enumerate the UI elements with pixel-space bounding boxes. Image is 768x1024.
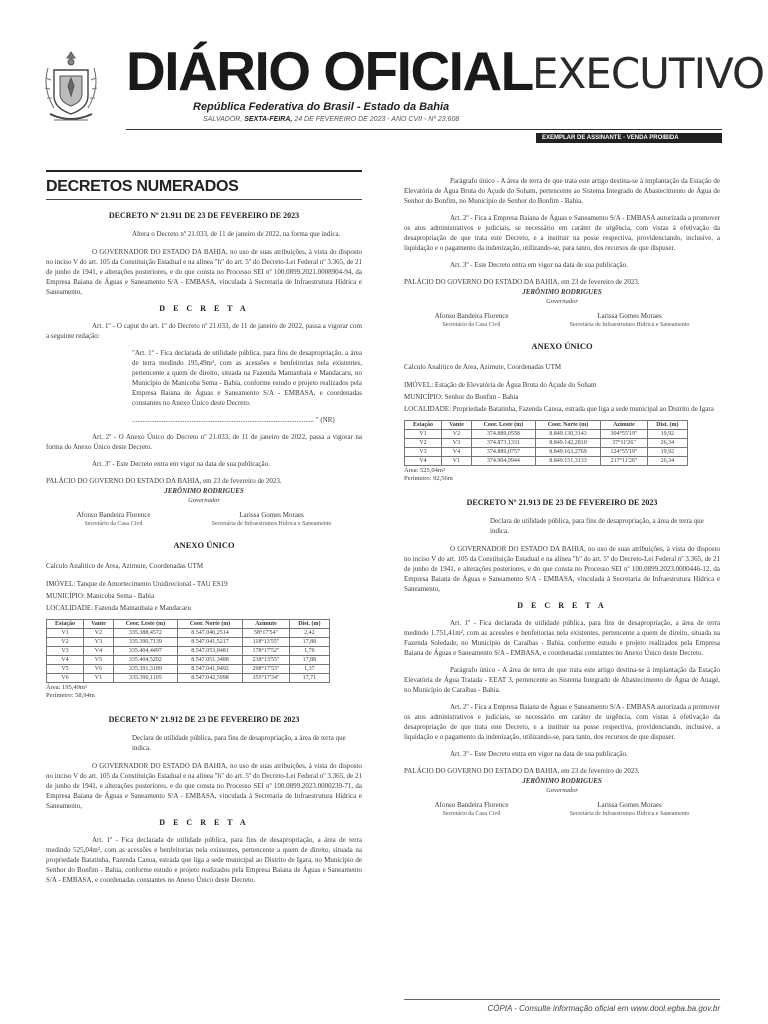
signature-role: Secretária de Infraestrutura Hídrica e Saneamento: [569, 322, 690, 328]
decree-21913-title: DECRETO Nº 21.913 DE 23 DE FEVEREIRO DE 2023: [466, 498, 658, 507]
decree-21911-imovel: IMÓVEL: Tanque de Amortecimento Unidirecional - TAU ES19: [46, 580, 228, 588]
decree-21913-paragraph: Parágrafo único - A área de terra de que trata este artigo destina-se à implantação da Estação Elevatória de Água Tratada - EEAT 3, pertencente ao Sistema Integrado de Abastecimento de Água de Anagé, no Município de Caraíbas - Bahia.: [404, 666, 720, 694]
decree-21912-annex-title: ANEXO ÚNICO: [531, 341, 593, 351]
table-cell: 1,70: [289, 647, 329, 656]
table-cell: V3: [405, 448, 442, 457]
footer-rule: [404, 999, 720, 1000]
signature-casa-civil: [77, 511, 151, 528]
table-cell: 2,42: [289, 629, 329, 638]
decree-21912-art2: Art. 2º - Fica a Empresa Baiana de Águas e Saneamento S/A - EMBASA autorizada a promover os atos administrativos e judiciais, se necessário em caráter de urgência, com vistas à efetivação da desapropriação de que trata este Decreto, e a instituir na posse respectiva, providenciando, inclusive, a liquidação e o pagamento da indenização, utilizando-se, para tanto, dos recursos de que dispuser.: [404, 214, 720, 252]
decree-21912-perimetro: Perímetro: 92,56m: [404, 475, 453, 482]
table-cell: 335.404,4497: [113, 647, 177, 656]
signature-name: Afonso Bandeira Florence: [434, 312, 509, 320]
table-cell: V6: [47, 674, 84, 683]
table-cell: 238°13'55": [243, 656, 290, 665]
issue-date-number: 24 DE FEVEREIRO DE 2023 - ANO CVII - Nº 23.608: [294, 116, 460, 123]
table-cell: 8.547.041,5217: [177, 638, 242, 647]
table-cell: V1: [47, 629, 84, 638]
table-cell: 17,88: [289, 656, 329, 665]
table-header-cell: Coor. Leste (m): [471, 421, 535, 430]
table-row: [47, 638, 330, 647]
table-row: [47, 674, 330, 683]
decree-21912-art1: Art. 1º - Fica declarada de utilidade pública, para fins de desapropriação, a área de terra medindo 525,04m², com as acessões e benfeitorias nela existentes, pertencente a quem de direito, situada na propriedade Batatinha, Fazenda Canoa, estrada que liga a sede municipal ao Distrito de Igara, no Município de Senhor do Bonfim - Bahia, conforme estudo e projeto realizados pela Empresa Baiana de Águas e Saneamento S/A - EMBASA, e coordenadas constantes no Anexo Único deste Decreto.: [46, 836, 362, 884]
signature-name: Larissa Gomes Moraes: [597, 801, 662, 809]
decree-21912-area: Área: 525,04m²: [404, 467, 445, 474]
table-cell: 37°11'26": [601, 439, 648, 448]
table-cell: 374.904,9944: [471, 457, 535, 466]
table-row: [405, 457, 688, 466]
table-cell: V6: [84, 665, 114, 674]
signature-name: Larissa Gomes Moraes: [239, 511, 304, 519]
table-cell: V1: [442, 457, 472, 466]
left-column: [46, 170, 362, 892]
table-row: [405, 430, 688, 439]
decree-21912-preamble: O GOVERNADOR DO ESTADO DA BAHIA, no uso de suas atribuições, à vista do disposto no inciso V do art. 105 da Constituição Estadual e na alínea "h" do art. 5º do Decreto-Lei Federal nº 3.365, de 21 de junho de 1941, e alterações posteriores, e do que consta no Processo SEI nº 100.0899.2023.0000239-71, da Empresa Baiana de Águas e Saneamento S/A - EMBASA, vinculada à Secretaria de Infraestrutura Hídrica e Saneamento,: [46, 762, 362, 810]
table-cell: 58°17'54": [243, 629, 290, 638]
decree-21911-localidade: LOCALIDADE: Fazenda Mamanbaia e Mandacaru: [46, 604, 192, 612]
signature-sihs: [570, 801, 690, 818]
decree-21913-governor-role: Governador: [546, 787, 578, 794]
decree-21911-quote-end: ........................................................................................................ " (NR): [132, 416, 335, 424]
signature-name: Afonso Bandeira Florence: [76, 511, 151, 519]
table-cell: 335.390,1105: [113, 674, 177, 683]
table-cell: 8.547.040,2514: [177, 629, 242, 638]
decree-21912-palace: PALÁCIO DO GOVERNO DO ESTADO DA BAHIA, em 23 de fevereiro de 2023.: [404, 278, 640, 286]
decree-21911-annex-title: ANEXO ÚNICO: [173, 540, 235, 550]
table-row: [405, 439, 688, 448]
table-cell: 19,92: [647, 430, 687, 439]
table-cell: 19,92: [647, 448, 687, 457]
table-cell: 8.547.051,3488: [177, 656, 242, 665]
table-cell: 1,37: [289, 665, 329, 674]
table-row: [405, 448, 688, 457]
table-row: [47, 665, 330, 674]
section-rule: [46, 170, 362, 172]
table-cell: 298°17'53": [243, 665, 290, 674]
decree-21911-quote: "Art. 1º - Fica declarada de utilidade pública, para fins de desapropriação, a área de terra medindo 195,49m², com as acessões e benfeitorias nela existentes, pertencente a quem de direito, situada na Fazenda Mamanbaia e Mandacaru, no Município de Manicoba Sema - Bahia, conforme estudo e projeto realizados pela Empresa Baiana de Águas e Saneamento S/A - EMBASA, e coordenadas constantes no Anexo Único deste Decreto.: [132, 349, 362, 407]
signature-role: Secretária de Infraestrutura Hídrica e Saneamento: [211, 521, 332, 527]
subscriber-banner: EXEMPLAR DE ASSINANTE - VENDA PROIBIDA: [536, 133, 722, 143]
table-cell: V2: [442, 430, 472, 439]
issue-city: SALVADOR,: [203, 116, 243, 123]
table-cell: 374.873,1331: [471, 439, 535, 448]
decree-21911-area: Área: 195,49m²: [46, 684, 87, 691]
table-header-row: [47, 620, 330, 629]
signature-casa-civil: [435, 801, 509, 818]
masthead-title-executivo: EXECUTIVO: [532, 49, 765, 98]
decree-21913-decreta: D E C R E T A: [517, 601, 607, 610]
section-rule-thin: [46, 199, 362, 200]
decree-21911-ementa: Altera o Decreto nº 21.033, de 11 de janeiro de 2022, na forma que indica.: [132, 230, 341, 238]
issue-info: [203, 116, 459, 123]
issue-weekday: SEXTA-FEIRA,: [244, 116, 293, 123]
decree-21911-palace: PALÁCIO DO GOVERNO DO ESTADO DA BAHIA, em 23 de fevereiro de 2023.: [46, 477, 282, 485]
table-cell: V4: [84, 647, 114, 656]
table-cell: 217°11'26": [601, 457, 648, 466]
table-row: [47, 656, 330, 665]
table-cell: V4: [47, 656, 84, 665]
decree-21911-utm-table: [46, 619, 330, 683]
section-title: DECRETOS NUMERADOS: [46, 178, 239, 195]
table-header-row: [405, 421, 688, 430]
decree-21912-paragraph: Parágrafo único - A área de terra de que trata este artigo destina-se à implantação da Estação de Elevatória de Água Bruta do Açude do Soham, pertencente ao Sistema Integrado de Abastecimento de Água de Senhor do Bonfim, no Município de Senhor do Bonfim - Bahia.: [404, 177, 720, 205]
decree-21912-ementa: Declara de utilidade pública, para fins de desapropriação, a área de terra que indica.: [132, 734, 346, 752]
masthead: [0, 0, 768, 145]
decree-21912-utm-table: [404, 420, 688, 466]
masthead-subtitle: República Federativa do Brasil - Estado da Bahia: [193, 101, 450, 113]
table-cell: 374.889,0757: [471, 448, 535, 457]
table-header-cell: Azimute: [601, 421, 648, 430]
decree-21913-art1: Art. 1º - Fica declarada de utilidade pública, para fins de desapropriação, a área de terra medindo 1.751,41m², com as acessões e benfeitorias nela existentes, pertencente a quem de direito, situada na Fazenda Soledade, no Município de Caraíbas - Bahia, conforme estudo e projeto realizados pela Empresa Baiana de Águas e Saneamento S/A - EMBASA, e coordenadas constantes no Anexo Único deste Decreto.: [404, 619, 720, 657]
signature-role: Secretário da Casa Civil: [442, 811, 501, 817]
table-cell: 355°17'34": [243, 674, 290, 683]
table-cell: V5: [84, 656, 114, 665]
table-header-cell: Coor. Norte (m): [177, 620, 242, 629]
decree-21911-art2: Art. 2º - O Anexo Único do Decreto nº 21.033, de 11 de janeiro de 2022, passa a vigorar na forma do Anexo Único deste Decreto.: [46, 433, 362, 451]
decree-21912-governor: JERÔNIMO RODRIGUES: [522, 288, 602, 296]
table-cell: 335.391,3189: [113, 665, 177, 674]
decree-21912-title: DECRETO Nº 21.912 DE 23 DE FEVEREIRO DE 2023: [108, 715, 300, 724]
decree-21913-ementa: Declara de utilidade pública, para fins de desapropriação, a área de terra que indica.: [490, 517, 704, 535]
decree-21911-annex-calc: Calculo Analitico de Area, Azimute, Coordenadas UTM: [46, 562, 204, 570]
decree-21912-signatures: [404, 312, 720, 329]
table-cell: 8.547.042,5998: [177, 674, 242, 683]
decree-21913-palace: PALÁCIO DO GOVERNO DO ESTADO DA BAHIA, em 23 de fevereiro de 2023.: [404, 767, 640, 775]
decree-21912-annex-calc: Calculo Analitico de Area, Azimute, Coordenadas UTM: [404, 363, 562, 371]
table-cell: 26,34: [647, 439, 687, 448]
decree-21912-art3: Art. 3º - Este Decreto entra em vigor na data de sua publicação.: [450, 261, 628, 269]
table-row: [47, 647, 330, 656]
table-header-cell: Vante: [84, 620, 114, 629]
signature-name: Afonso Bandeira Florence: [434, 801, 509, 809]
signature-role: Secretária de Infraestrutura Hídrica e Saneamento: [569, 811, 690, 817]
decree-21911-governor: JERÔNIMO RODRIGUES: [164, 487, 244, 495]
signature-sihs: [570, 312, 690, 329]
table-cell: 124°55'19": [601, 448, 648, 457]
table-header-cell: Vante: [442, 421, 472, 430]
table-cell: 8.547.053,0481: [177, 647, 242, 656]
table-cell: V3: [442, 439, 472, 448]
decree-21912-governor-role: Governador: [546, 298, 578, 305]
decree-21911-title: DECRETO Nº 21.911 DE 23 DE FEVEREIRO DE 2023: [108, 211, 300, 220]
bahia-coat-of-arms-icon: [40, 48, 102, 128]
table-cell: 8.849.130,3143: [535, 430, 600, 439]
table-cell: V2: [84, 629, 114, 638]
decree-21911-art1: Art. 1º - O caput do art. 1º do Decreto nº 21.033, de 11 de janeiro de 2022, passa a vigorar com a seguinte redação:: [46, 322, 362, 340]
table-cell: 118°13'55": [243, 638, 290, 647]
right-column: [404, 176, 720, 830]
decree-21911-preamble: O GOVERNADOR DO ESTADO DA BAHIA, no uso de suas atribuições, à vista do disposto no inciso V do art. 105 da Constituição Estadual e na alínea "h" do art. 5º do Decreto-Lei Federal nº 3.365, de 21 de junho de 1941, e alterações posteriores, e do que consta no Processo SEI nº 100.0899.2021.0008904-94, da Empresa Baiana de Águas e Saneamento S/A - EMBASA, vinculada à Secretaria de Infraestrutura Hídrica e Saneamento,: [46, 248, 362, 296]
table-header-cell: Dist. (m): [647, 421, 687, 430]
signature-casa-civil: [435, 312, 509, 329]
table-cell: 26,34: [647, 457, 687, 466]
decree-21912-municipio: MUNICÍPIO: Senhor do Bonfim - Bahia: [404, 393, 519, 401]
masthead-title: DIÁRIO OFICIAL: [126, 40, 533, 102]
table-cell: V4: [405, 457, 442, 466]
table-cell: V5: [47, 665, 84, 674]
table-cell: 178°17'52": [243, 647, 290, 656]
decree-21911-governor-role: Governador: [188, 497, 220, 504]
table-row: [47, 629, 330, 638]
copy-notice-footer: CÓPIA - Consulte informação oficial em www.dool.egba.ba.gov.br: [487, 1004, 720, 1013]
masthead-rule: [126, 129, 722, 130]
table-cell: 335.404,5202: [113, 656, 177, 665]
decree-21913-art3: Art. 3º - Este Decreto entra em vigor na data de sua publicação.: [450, 750, 628, 758]
decree-21913-signatures: [404, 801, 720, 818]
table-cell: 335.388,4572: [113, 629, 177, 638]
table-cell: 8.849.142,2810: [535, 439, 600, 448]
signature-name: Larissa Gomes Moraes: [597, 312, 662, 320]
table-cell: V3: [47, 647, 84, 656]
decree-21911-municipio: MUNICÍPIO: Manicoba Sema - Bahia: [46, 592, 155, 600]
table-cell: V1: [405, 430, 442, 439]
table-cell: V1: [84, 674, 114, 683]
decree-21912-imovel: IMÓVEL: Estação de Elevatória de Água Bruta do Açude do Soham: [404, 381, 597, 389]
decree-21911-signatures: [46, 511, 362, 528]
table-header-cell: Coor. Norte (m): [535, 421, 600, 430]
signature-sihs: [212, 511, 332, 528]
table-cell: V3: [84, 638, 114, 647]
decree-21911-decreta: D E C R E T A: [159, 304, 249, 313]
decree-21912-localidade: LOCALIDADE: Propriedade Batatinha, Fazenda Canoa, estrada que liga a sede municipal ao Distrito de Igara: [404, 405, 714, 413]
table-cell: 304°55'19": [601, 430, 648, 439]
decree-21913-art2: Art. 2º - Fica a Empresa Baiana de Águas e Saneamento S/A - EMBASA autorizada a promover os atos administrativos e judiciais, se necessário em caráter de urgência, com vistas à efetivação da desapropriação de que trata este Decreto, e a instituir na posse respectiva, providenciando, inclusive, a liquidação e o pagamento da indenização, utilizando-se, para tanto, dos recursos de que dispuser.: [404, 703, 720, 741]
table-header-cell: Estação: [47, 620, 84, 629]
table-cell: 8.849.163,2769: [535, 448, 600, 457]
decree-21913-preamble: O GOVERNADOR DO ESTADO DA BAHIA, no uso de suas atribuições, à vista do disposto no inciso V do art. 105 da Constituição Estadual e na alínea "h" do art. 5º do Decreto-Lei Federal nº 3.365, de 21 de junho de 1941, e alterações posteriores, e do que consta no Processo SEI nº 100.0899.2023.0000446-12, da Empresa Baiana de Águas e Saneamento S/A - EMBASA, vinculada à Secretaria de Infraestrutura Hídrica e Saneamento,: [404, 545, 720, 593]
table-cell: 17,71: [289, 674, 329, 683]
signature-role: Secretário da Casa Civil: [84, 521, 143, 527]
table-header-cell: Dist. (m): [289, 620, 329, 629]
table-cell: 374.889,0558: [471, 430, 535, 439]
table-cell: 335.390,7139: [113, 638, 177, 647]
table-header-cell: Coor. Leste (m): [113, 620, 177, 629]
signature-role: Secretário da Casa Civil: [442, 322, 501, 328]
decree-21911-art3: Art. 3º - Este Decreto entra em vigor na data de sua publicação.: [92, 460, 270, 468]
table-cell: V4: [442, 448, 472, 457]
table-cell: V2: [405, 439, 442, 448]
table-cell: 8.547.041,9492: [177, 665, 242, 674]
decree-21913-governor: JERÔNIMO RODRIGUES: [522, 777, 602, 785]
table-cell: 17,88: [289, 638, 329, 647]
decree-21912-decreta: D E C R E T A: [159, 818, 249, 827]
decree-21911-perimetro: Perímetro: 58,94m: [46, 692, 95, 699]
table-header-cell: Estação: [405, 421, 442, 430]
table-cell: 8.849.151,3133: [535, 457, 600, 466]
table-cell: V2: [47, 638, 84, 647]
table-header-cell: Azimute: [243, 620, 290, 629]
